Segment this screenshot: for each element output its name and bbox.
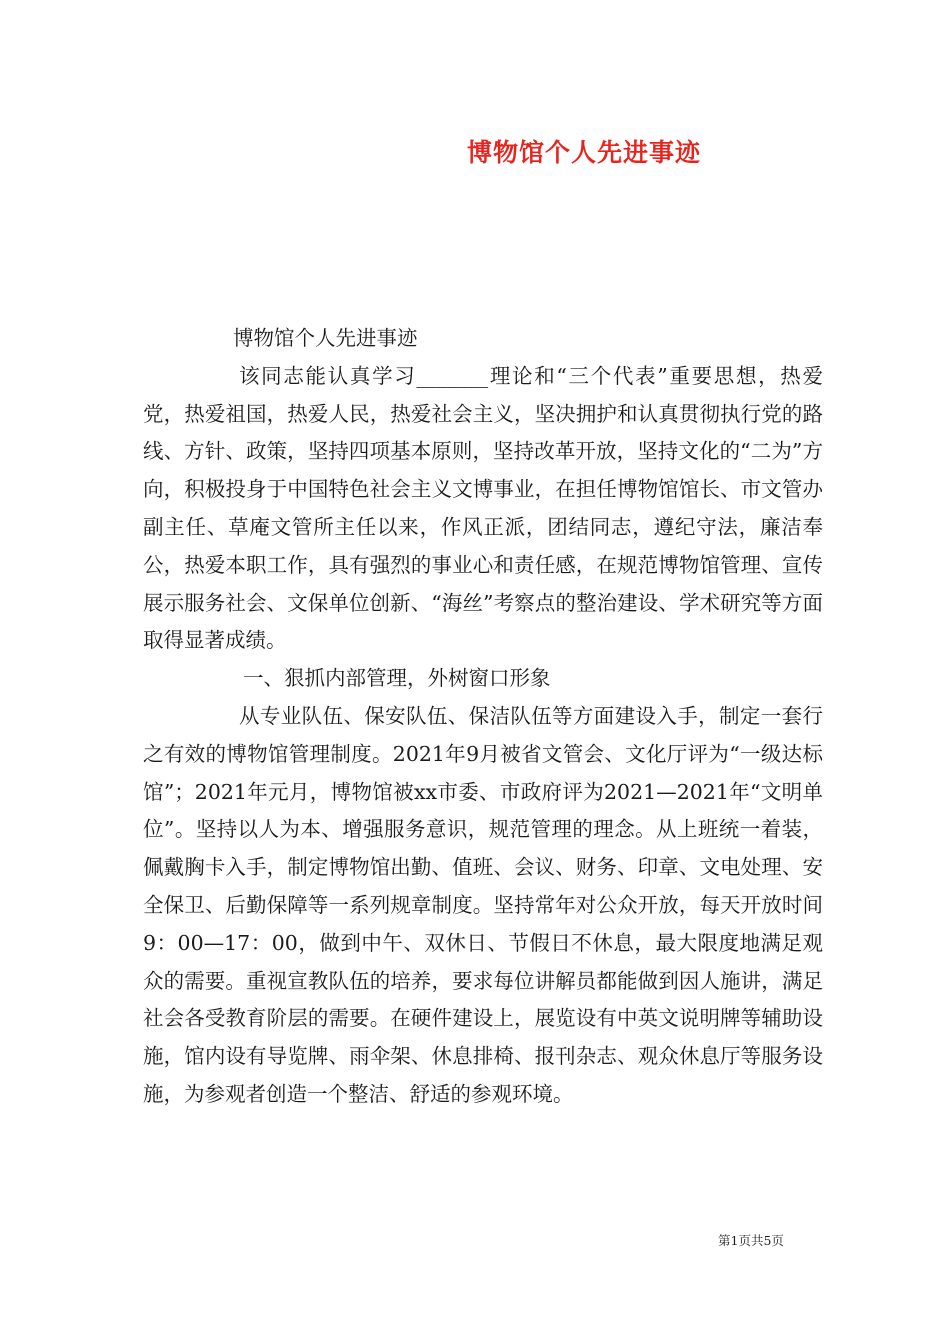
paragraph-management: 从专业队伍、保安队伍、保洁队伍等方面建设入手，制定一套行之有效的博物馆管理制度。2021年9月被省文管会、文化厅评为“一级达标馆”；2021年元月，博物馆被xx市委、市政府评为2021—2021年“文明单位”。坚持以人为本、增强服务意识，规范管理的理念。从上班统一着装，佩戴胸卡入手，制定博物馆出勤、值班、会议、财务、印章、文电处理、安全保卫、后勤保障等一系列规章制度。坚持常年对公众开放，每天开放时间9：00—17：00，做到中午、双休日、节假日不休息，最大限度地满足观众的需要。重视宣教队伍的培养，要求每位讲解员都能做到因人施讲，满足社会各受教育阶层的需要。在硬件建设上，展览设有中英文说明牌等辅助设施，馆内设有导览牌、雨伞架、休息排椅、报刊杂志、观众休息厅等服务设施，为参观者创造一个整洁、舒适的参观环境。 <box>143 703 823 1106</box>
page-number: 第1页共5页 <box>718 1233 784 1248</box>
page-title: 博物馆个人先进事迹 <box>466 138 701 167</box>
document-body <box>143 320 823 1114</box>
document-subtitle: 博物馆个人先进事迹 <box>233 326 418 350</box>
section-heading-1: 一、狠抓内部管理，外树窗口形象 <box>243 666 551 691</box>
paragraph-intro: 该同志能认真学习_______理论和“三个代表”重要思想，热爱党，热爱祖国，热爱人民，热爱社会主义，坚决拥护和认真贯彻执行党的路线、方针、政策，坚持四项基本原则，坚持改革开放，坚持文化的“二为”方向，积极投身于中国特色社会主义文博事业，在担任博物馆馆长、市文管办副主任、草庵文管所主任以来，作风正派，团结同志，遵纪守法，廉洁奉公，热爱本职工作，具有强烈的事业心和责任感，在规范博物馆管理、宣传展示服务社会、文保单位创新、“海丝”考察点的整治建设、学术研究等方面取得显著成绩。 <box>143 363 823 653</box>
